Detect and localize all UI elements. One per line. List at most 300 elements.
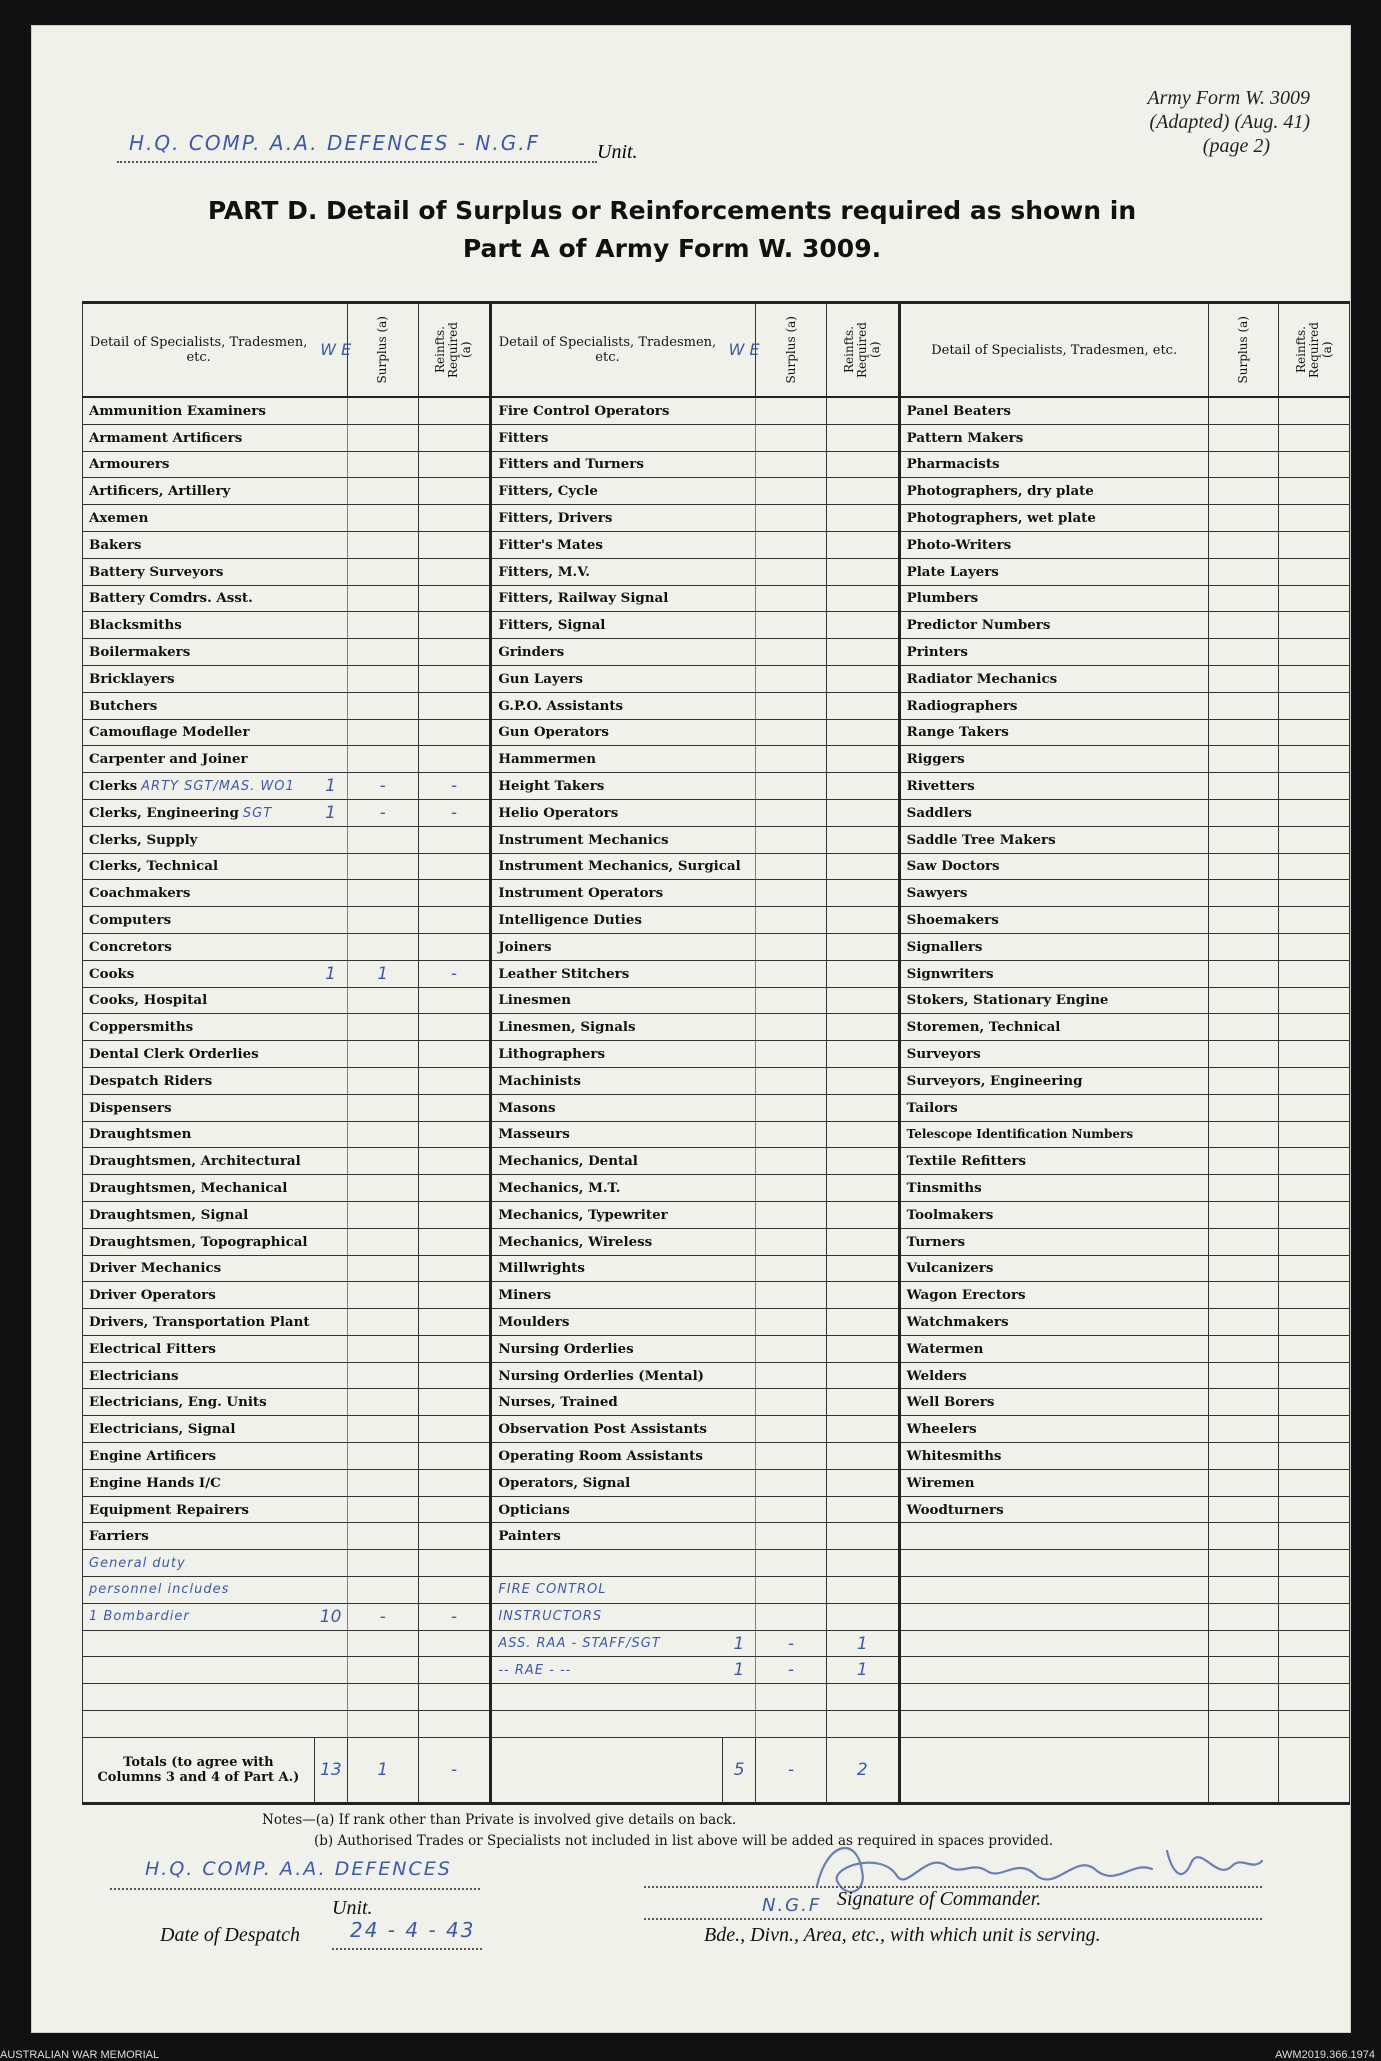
surplus-cell[interactable] xyxy=(756,505,827,532)
we-cell[interactable] xyxy=(314,639,347,666)
surplus-cell[interactable] xyxy=(756,1603,827,1630)
we-cell[interactable] xyxy=(314,1228,347,1255)
surplus-cell[interactable] xyxy=(756,987,827,1014)
we-cell[interactable] xyxy=(314,880,347,907)
surplus-cell[interactable] xyxy=(347,1469,418,1496)
reinfts-cell[interactable] xyxy=(1279,987,1350,1014)
we-cell[interactable] xyxy=(314,1175,347,1202)
reinfts-cell[interactable] xyxy=(418,639,491,666)
surplus-cell[interactable] xyxy=(347,397,418,424)
we-cell[interactable] xyxy=(723,612,756,639)
reinfts-cell[interactable] xyxy=(418,558,491,585)
we-cell[interactable] xyxy=(723,799,756,826)
we-cell[interactable] xyxy=(723,665,756,692)
reinfts-cell[interactable] xyxy=(826,1684,899,1711)
reinfts-cell[interactable] xyxy=(1279,1416,1350,1443)
surplus-cell[interactable] xyxy=(756,1201,827,1228)
we-cell[interactable] xyxy=(314,853,347,880)
surplus-cell[interactable] xyxy=(756,1228,827,1255)
we-cell[interactable] xyxy=(723,397,756,424)
we-cell[interactable] xyxy=(314,907,347,934)
surplus-cell[interactable] xyxy=(756,826,827,853)
surplus-cell[interactable] xyxy=(756,1469,827,1496)
surplus-cell[interactable] xyxy=(347,1335,418,1362)
surplus-cell[interactable] xyxy=(347,1684,418,1711)
reinfts-cell[interactable] xyxy=(826,451,899,478)
we-cell[interactable] xyxy=(723,1255,756,1282)
we-cell[interactable] xyxy=(314,1309,347,1336)
we-cell[interactable] xyxy=(723,1335,756,1362)
reinfts-cell[interactable] xyxy=(1279,1335,1350,1362)
surplus-cell[interactable] xyxy=(1208,1684,1279,1711)
reinfts-cell[interactable] xyxy=(418,505,491,532)
reinfts-cell[interactable] xyxy=(1279,1148,1350,1175)
reinfts-cell[interactable] xyxy=(826,746,899,773)
reinfts-cell[interactable] xyxy=(826,1228,899,1255)
reinfts-cell[interactable] xyxy=(1279,960,1350,987)
surplus-cell[interactable] xyxy=(1208,1041,1279,1068)
reinfts-cell[interactable] xyxy=(1279,1496,1350,1523)
reinfts-cell[interactable] xyxy=(826,478,899,505)
we-cell[interactable] xyxy=(723,1416,756,1443)
reinfts-cell[interactable] xyxy=(418,853,491,880)
we-cell[interactable] xyxy=(314,1389,347,1416)
we-cell[interactable] xyxy=(723,1201,756,1228)
we-cell[interactable] xyxy=(314,531,347,558)
we-cell[interactable] xyxy=(314,1443,347,1470)
we-cell[interactable] xyxy=(723,531,756,558)
surplus-cell[interactable] xyxy=(756,1121,827,1148)
surplus-cell[interactable] xyxy=(1208,773,1279,800)
reinfts-cell[interactable] xyxy=(1279,424,1350,451)
surplus-cell[interactable] xyxy=(1208,478,1279,505)
we-cell[interactable] xyxy=(314,692,347,719)
reinfts-cell[interactable] xyxy=(826,1014,899,1041)
reinfts-cell[interactable] xyxy=(1279,1389,1350,1416)
surplus-cell[interactable] xyxy=(1208,1389,1279,1416)
reinfts-cell[interactable] xyxy=(418,1148,491,1175)
we-cell[interactable] xyxy=(723,424,756,451)
surplus-cell[interactable] xyxy=(756,1523,827,1550)
surplus-cell[interactable] xyxy=(347,1577,418,1604)
surplus-cell[interactable] xyxy=(347,1228,418,1255)
surplus-cell[interactable] xyxy=(347,1630,418,1657)
we-cell[interactable] xyxy=(314,1255,347,1282)
surplus-cell[interactable] xyxy=(347,451,418,478)
surplus-cell[interactable] xyxy=(1208,880,1279,907)
total-surplus-3[interactable] xyxy=(1208,1737,1279,1803)
surplus-cell[interactable] xyxy=(1208,505,1279,532)
surplus-cell[interactable] xyxy=(347,558,418,585)
surplus-cell[interactable] xyxy=(756,880,827,907)
we-cell[interactable] xyxy=(723,451,756,478)
reinfts-cell[interactable] xyxy=(826,424,899,451)
surplus-cell[interactable] xyxy=(347,585,418,612)
reinfts-cell[interactable] xyxy=(826,799,899,826)
reinfts-cell[interactable] xyxy=(826,1577,899,1604)
we-cell[interactable] xyxy=(723,1496,756,1523)
we-cell[interactable] xyxy=(314,665,347,692)
surplus-cell[interactable] xyxy=(347,505,418,532)
we-cell[interactable] xyxy=(723,1550,756,1577)
surplus-cell[interactable] xyxy=(347,1362,418,1389)
reinfts-cell[interactable] xyxy=(418,397,491,424)
total-surplus-2[interactable]: - xyxy=(756,1737,827,1803)
reinfts-cell[interactable] xyxy=(418,746,491,773)
we-cell[interactable] xyxy=(723,1309,756,1336)
reinfts-cell[interactable] xyxy=(418,1443,491,1470)
reinfts-cell[interactable] xyxy=(1279,1469,1350,1496)
we-cell[interactable] xyxy=(314,1550,347,1577)
surplus-cell[interactable] xyxy=(1208,1282,1279,1309)
we-cell[interactable] xyxy=(314,719,347,746)
surplus-cell[interactable] xyxy=(756,1014,827,1041)
we-cell[interactable] xyxy=(314,1711,347,1738)
surplus-cell[interactable] xyxy=(347,799,418,826)
we-cell[interactable] xyxy=(314,1335,347,1362)
surplus-cell[interactable] xyxy=(347,1550,418,1577)
we-cell[interactable] xyxy=(314,1121,347,1148)
total-reinfts-3[interactable] xyxy=(1279,1737,1350,1803)
we-cell[interactable] xyxy=(314,1362,347,1389)
reinfts-cell[interactable] xyxy=(1279,1201,1350,1228)
we-cell[interactable] xyxy=(723,1657,756,1684)
we-cell[interactable] xyxy=(723,1014,756,1041)
reinfts-cell[interactable] xyxy=(418,1041,491,1068)
surplus-cell[interactable] xyxy=(756,1335,827,1362)
reinfts-cell[interactable] xyxy=(826,1657,899,1684)
surplus-cell[interactable] xyxy=(756,1416,827,1443)
reinfts-cell[interactable] xyxy=(826,1121,899,1148)
reinfts-cell[interactable] xyxy=(826,1469,899,1496)
reinfts-cell[interactable] xyxy=(418,585,491,612)
surplus-cell[interactable] xyxy=(756,1255,827,1282)
reinfts-cell[interactable] xyxy=(1279,1067,1350,1094)
we-cell[interactable] xyxy=(314,746,347,773)
surplus-cell[interactable] xyxy=(347,987,418,1014)
surplus-cell[interactable] xyxy=(1208,1630,1279,1657)
we-cell[interactable] xyxy=(723,933,756,960)
surplus-cell[interactable] xyxy=(1208,1523,1279,1550)
reinfts-cell[interactable] xyxy=(418,1309,491,1336)
reinfts-cell[interactable] xyxy=(418,1201,491,1228)
surplus-cell[interactable] xyxy=(347,612,418,639)
reinfts-cell[interactable] xyxy=(418,1577,491,1604)
surplus-cell[interactable] xyxy=(756,746,827,773)
reinfts-cell[interactable] xyxy=(1279,1309,1350,1336)
reinfts-cell[interactable] xyxy=(826,665,899,692)
we-cell[interactable] xyxy=(723,880,756,907)
surplus-cell[interactable] xyxy=(347,692,418,719)
reinfts-cell[interactable] xyxy=(826,1148,899,1175)
reinfts-cell[interactable] xyxy=(826,1094,899,1121)
reinfts-cell[interactable] xyxy=(826,1201,899,1228)
reinfts-cell[interactable] xyxy=(1279,612,1350,639)
reinfts-cell[interactable] xyxy=(826,1041,899,1068)
we-cell[interactable] xyxy=(314,505,347,532)
reinfts-cell[interactable] xyxy=(826,987,899,1014)
we-cell[interactable] xyxy=(723,1577,756,1604)
reinfts-cell[interactable] xyxy=(826,1309,899,1336)
reinfts-cell[interactable] xyxy=(826,826,899,853)
reinfts-cell[interactable] xyxy=(418,880,491,907)
we-cell[interactable] xyxy=(723,1711,756,1738)
reinfts-cell[interactable] xyxy=(418,719,491,746)
reinfts-cell[interactable] xyxy=(1279,933,1350,960)
reinfts-cell[interactable] xyxy=(826,1067,899,1094)
we-cell[interactable] xyxy=(723,505,756,532)
surplus-cell[interactable] xyxy=(347,1711,418,1738)
reinfts-cell[interactable] xyxy=(826,719,899,746)
surplus-cell[interactable] xyxy=(1208,612,1279,639)
reinfts-cell[interactable] xyxy=(1279,1121,1350,1148)
reinfts-cell[interactable] xyxy=(418,692,491,719)
surplus-cell[interactable] xyxy=(1208,1014,1279,1041)
we-cell[interactable] xyxy=(723,1389,756,1416)
surplus-cell[interactable] xyxy=(347,1014,418,1041)
reinfts-cell[interactable] xyxy=(1279,1014,1350,1041)
surplus-cell[interactable] xyxy=(1208,987,1279,1014)
reinfts-cell[interactable] xyxy=(826,853,899,880)
we-cell[interactable] xyxy=(314,1014,347,1041)
reinfts-cell[interactable] xyxy=(1279,692,1350,719)
reinfts-cell[interactable] xyxy=(418,1094,491,1121)
reinfts-cell[interactable] xyxy=(1279,1094,1350,1121)
surplus-cell[interactable] xyxy=(347,478,418,505)
we-cell[interactable] xyxy=(314,960,347,987)
surplus-cell[interactable] xyxy=(756,1550,827,1577)
surplus-cell[interactable] xyxy=(756,1577,827,1604)
reinfts-cell[interactable] xyxy=(826,1443,899,1470)
surplus-cell[interactable] xyxy=(1208,799,1279,826)
reinfts-cell[interactable] xyxy=(418,799,491,826)
surplus-cell[interactable] xyxy=(756,612,827,639)
surplus-cell[interactable] xyxy=(347,1041,418,1068)
we-cell[interactable] xyxy=(314,397,347,424)
surplus-cell[interactable] xyxy=(756,1362,827,1389)
reinfts-cell[interactable] xyxy=(418,1121,491,1148)
reinfts-cell[interactable] xyxy=(1279,1603,1350,1630)
reinfts-cell[interactable] xyxy=(1279,826,1350,853)
surplus-cell[interactable] xyxy=(347,880,418,907)
we-cell[interactable] xyxy=(723,1148,756,1175)
reinfts-cell[interactable] xyxy=(1279,1228,1350,1255)
reinfts-cell[interactable] xyxy=(1279,1657,1350,1684)
surplus-cell[interactable] xyxy=(756,1094,827,1121)
surplus-cell[interactable] xyxy=(756,1630,827,1657)
reinfts-cell[interactable] xyxy=(1279,505,1350,532)
surplus-cell[interactable] xyxy=(347,907,418,934)
reinfts-cell[interactable] xyxy=(826,1416,899,1443)
surplus-cell[interactable] xyxy=(347,1121,418,1148)
we-cell[interactable] xyxy=(314,585,347,612)
surplus-cell[interactable] xyxy=(756,1175,827,1202)
surplus-cell[interactable] xyxy=(1208,1550,1279,1577)
reinfts-cell[interactable] xyxy=(1279,880,1350,907)
reinfts-cell[interactable] xyxy=(418,1550,491,1577)
surplus-cell[interactable] xyxy=(347,960,418,987)
reinfts-cell[interactable] xyxy=(826,773,899,800)
reinfts-cell[interactable] xyxy=(826,933,899,960)
surplus-cell[interactable] xyxy=(756,1657,827,1684)
we-cell[interactable] xyxy=(314,1603,347,1630)
reinfts-cell[interactable] xyxy=(826,880,899,907)
reinfts-cell[interactable] xyxy=(418,1067,491,1094)
we-cell[interactable] xyxy=(314,1148,347,1175)
surplus-cell[interactable] xyxy=(756,424,827,451)
reinfts-cell[interactable] xyxy=(418,1282,491,1309)
surplus-cell[interactable] xyxy=(1208,397,1279,424)
reinfts-cell[interactable] xyxy=(1279,1711,1350,1738)
we-cell[interactable] xyxy=(723,746,756,773)
reinfts-cell[interactable] xyxy=(826,505,899,532)
reinfts-cell[interactable] xyxy=(826,1496,899,1523)
reinfts-cell[interactable] xyxy=(826,1389,899,1416)
reinfts-cell[interactable] xyxy=(1279,1175,1350,1202)
surplus-cell[interactable] xyxy=(1208,746,1279,773)
surplus-cell[interactable] xyxy=(347,665,418,692)
we-cell[interactable] xyxy=(723,585,756,612)
surplus-cell[interactable] xyxy=(347,1443,418,1470)
surplus-cell[interactable] xyxy=(347,826,418,853)
we-cell[interactable] xyxy=(314,1094,347,1121)
reinfts-cell[interactable] xyxy=(418,478,491,505)
reinfts-cell[interactable] xyxy=(1279,853,1350,880)
surplus-cell[interactable] xyxy=(1208,933,1279,960)
reinfts-cell[interactable] xyxy=(826,531,899,558)
surplus-cell[interactable] xyxy=(347,1657,418,1684)
surplus-cell[interactable] xyxy=(756,960,827,987)
we-cell[interactable] xyxy=(723,907,756,934)
surplus-cell[interactable] xyxy=(756,799,827,826)
reinfts-cell[interactable] xyxy=(418,1523,491,1550)
surplus-cell[interactable] xyxy=(347,1067,418,1094)
surplus-cell[interactable] xyxy=(756,478,827,505)
surplus-cell[interactable] xyxy=(756,1389,827,1416)
surplus-cell[interactable] xyxy=(1208,1362,1279,1389)
we-cell[interactable] xyxy=(314,1657,347,1684)
we-cell[interactable] xyxy=(314,799,347,826)
we-cell[interactable] xyxy=(314,1630,347,1657)
reinfts-cell[interactable] xyxy=(1279,1577,1350,1604)
we-cell[interactable] xyxy=(314,424,347,451)
surplus-cell[interactable] xyxy=(347,1255,418,1282)
surplus-cell[interactable] xyxy=(1208,1148,1279,1175)
surplus-cell[interactable] xyxy=(1208,1335,1279,1362)
surplus-cell[interactable] xyxy=(347,531,418,558)
surplus-cell[interactable] xyxy=(1208,692,1279,719)
reinfts-cell[interactable] xyxy=(418,424,491,451)
surplus-cell[interactable] xyxy=(347,639,418,666)
we-cell[interactable] xyxy=(723,478,756,505)
surplus-cell[interactable] xyxy=(1208,1577,1279,1604)
reinfts-cell[interactable] xyxy=(418,1389,491,1416)
surplus-cell[interactable] xyxy=(756,933,827,960)
reinfts-cell[interactable] xyxy=(418,933,491,960)
reinfts-cell[interactable] xyxy=(1279,1684,1350,1711)
reinfts-cell[interactable] xyxy=(1279,719,1350,746)
surplus-cell[interactable] xyxy=(347,1175,418,1202)
we-cell[interactable] xyxy=(723,1175,756,1202)
reinfts-cell[interactable] xyxy=(418,1603,491,1630)
we-cell[interactable] xyxy=(723,1067,756,1094)
reinfts-cell[interactable] xyxy=(826,1630,899,1657)
we-cell[interactable] xyxy=(723,1041,756,1068)
surplus-cell[interactable] xyxy=(347,773,418,800)
reinfts-cell[interactable] xyxy=(826,1362,899,1389)
reinfts-cell[interactable] xyxy=(826,612,899,639)
we-cell[interactable] xyxy=(723,1094,756,1121)
we-cell[interactable] xyxy=(723,558,756,585)
reinfts-cell[interactable] xyxy=(826,1335,899,1362)
reinfts-cell[interactable] xyxy=(826,1255,899,1282)
reinfts-cell[interactable] xyxy=(1279,451,1350,478)
we-cell[interactable] xyxy=(314,1041,347,1068)
surplus-cell[interactable] xyxy=(756,1443,827,1470)
reinfts-cell[interactable] xyxy=(418,1014,491,1041)
reinfts-cell[interactable] xyxy=(418,665,491,692)
surplus-cell[interactable] xyxy=(756,1684,827,1711)
surplus-cell[interactable] xyxy=(1208,1416,1279,1443)
total-reinfts-1[interactable]: - xyxy=(418,1737,491,1803)
we-cell[interactable] xyxy=(314,933,347,960)
surplus-cell[interactable] xyxy=(347,1523,418,1550)
surplus-cell[interactable] xyxy=(756,397,827,424)
surplus-cell[interactable] xyxy=(1208,451,1279,478)
we-cell[interactable] xyxy=(723,1443,756,1470)
reinfts-cell[interactable] xyxy=(418,826,491,853)
surplus-cell[interactable] xyxy=(1208,1228,1279,1255)
we-cell[interactable] xyxy=(723,960,756,987)
we-cell[interactable] xyxy=(314,1684,347,1711)
reinfts-cell[interactable] xyxy=(1279,1630,1350,1657)
reinfts-cell[interactable] xyxy=(826,585,899,612)
surplus-cell[interactable] xyxy=(347,424,418,451)
reinfts-cell[interactable] xyxy=(1279,397,1350,424)
surplus-cell[interactable] xyxy=(756,1148,827,1175)
we-cell[interactable] xyxy=(314,987,347,1014)
surplus-cell[interactable] xyxy=(1208,1711,1279,1738)
surplus-cell[interactable] xyxy=(1208,1094,1279,1121)
surplus-cell[interactable] xyxy=(1208,531,1279,558)
surplus-cell[interactable] xyxy=(347,1148,418,1175)
surplus-cell[interactable] xyxy=(347,1603,418,1630)
surplus-cell[interactable] xyxy=(347,1496,418,1523)
reinfts-cell[interactable] xyxy=(1279,907,1350,934)
surplus-cell[interactable] xyxy=(347,1282,418,1309)
despatch-date-field[interactable] xyxy=(332,1918,482,1950)
reinfts-cell[interactable] xyxy=(418,1657,491,1684)
reinfts-cell[interactable] xyxy=(1279,1523,1350,1550)
reinfts-cell[interactable] xyxy=(418,1416,491,1443)
surplus-cell[interactable] xyxy=(756,1711,827,1738)
surplus-cell[interactable] xyxy=(1208,1175,1279,1202)
surplus-cell[interactable] xyxy=(1208,826,1279,853)
we-cell[interactable] xyxy=(314,1523,347,1550)
surplus-cell[interactable] xyxy=(1208,1121,1279,1148)
reinfts-cell[interactable] xyxy=(1279,639,1350,666)
total-surplus-1[interactable]: 1 xyxy=(347,1737,418,1803)
surplus-cell[interactable] xyxy=(756,585,827,612)
surplus-cell[interactable] xyxy=(756,853,827,880)
total-we-2[interactable]: 5 xyxy=(723,1737,756,1803)
total-reinfts-2[interactable]: 2 xyxy=(826,1737,899,1803)
surplus-cell[interactable] xyxy=(347,1416,418,1443)
surplus-cell[interactable] xyxy=(1208,1067,1279,1094)
surplus-cell[interactable] xyxy=(347,1201,418,1228)
reinfts-cell[interactable] xyxy=(1279,1362,1350,1389)
reinfts-cell[interactable] xyxy=(1279,585,1350,612)
